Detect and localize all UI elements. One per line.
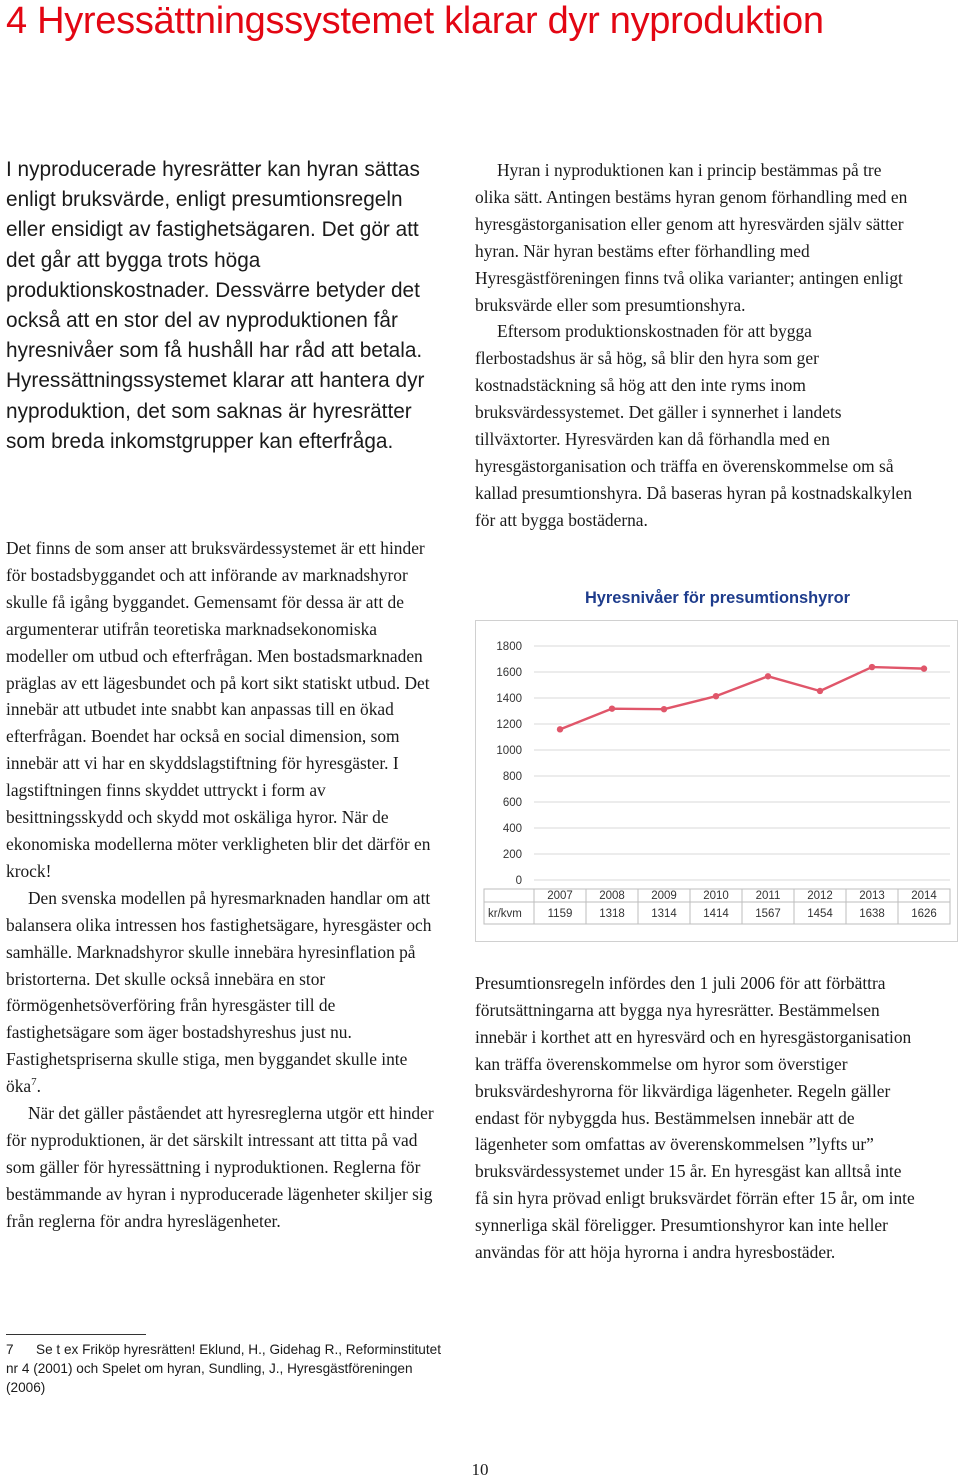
y-tick-label: 400 (502, 823, 522, 835)
chart-canvas (476, 621, 959, 943)
data-table-value: 1454 (807, 908, 833, 920)
y-tick-label: 0 (515, 875, 522, 887)
chart-title: Hyresnivåer för presumtionshyror (584, 589, 851, 607)
data-point (557, 726, 563, 732)
y-tick-label: 600 (502, 797, 522, 809)
x-category-label: 2010 (703, 890, 729, 902)
data-table-value: 1318 (599, 908, 625, 920)
data-table-row-label: kr/kvm (488, 908, 522, 920)
y-tick-label: 200 (502, 849, 522, 861)
x-category-label: 2008 (599, 890, 625, 902)
rent-level-chart (475, 620, 958, 942)
left-column-body (6, 535, 440, 1235)
chapter-heading: 4 Hyressättningssystemet klarar dyr nyproduktion (6, 0, 824, 42)
body-paragraph: Den svenska modellen på hyresmarknaden handlar om att balansera olika intressen hos fastighetsägare, hyresgäster och samhälle. Marknadshyror skulle innebära hyresinflation på bristorterna. Det skulle också innebära en stor förmögenhetsöverföring från hyresgäster till de fastighetsägare som äger bostadshyreshus just nu. Fastighetspriserna skulle stiga, men byggandet skulle inte öka$^7$. (6, 887, 432, 1097)
x-category-label: 2009 (651, 890, 677, 902)
x-category-label: 2011 (755, 890, 781, 902)
body-paragraph: Det finns de som anser att bruksvärdessystemet är ett hinder för bostadsbyggandet och att införande av marknadshyror skulle få igång byggandet. Gemensamt för dessa är att de argumenterar utifrån teoretiska marknadsekonomiska modeller om utbud och efterfrågan. Men bostadsmarknaden präglas av ett lägesbundet och på kort sikt statiskt utbud. Det innebär att utbudet inte snabbt kan anpassas till en ökad efterfrågan. Boendet har också en social dimension, som innebär att vi har en skyddslagstiftning för hyresgäster. I lagstiftningen finns skyddet uttryckt i form av besittningsskydd och skydd mot oskäliga hyror. När de ekonomiska modellerna möter verkligheten blir det därför en krock! (6, 538, 431, 881)
data-table-value: 1314 (651, 908, 677, 920)
footnote-number: 7 (6, 1342, 14, 1357)
data-table-value: 1567 (755, 908, 781, 920)
page-number: 10 (471, 1460, 489, 1479)
data-point (869, 664, 875, 670)
footnote-divider (6, 1334, 146, 1335)
footnote (6, 1340, 446, 1397)
lead-paragraph: I nyproducerade hyresrätter kan hyran sättas enligt bruksvärde, enligt presumtionsregeln eller ensidigt av fastighetsägaren. Det gör att det går att bygga trots höga produktionskostnader. Dessvärre betyder det också att en stor del av nyproduktionen får hyresnivåer som få hushåll har råd att betala. Hyressättningssystemet klarar att hantera dyr nyproduktion, det som saknas är hyresrätter som breda inkomstgrupper kan efterfråga. (6, 158, 425, 453)
x-category-label: 2014 (911, 890, 937, 902)
y-tick-label: 1600 (496, 667, 522, 679)
y-tick-label: 800 (502, 771, 522, 783)
data-point (713, 693, 719, 699)
right-column-body-top (475, 157, 915, 534)
data-table-value: 1638 (859, 908, 885, 920)
body-paragraph: Hyran i nyproduktionen kan i princip bestämmas på tre olika sätt. Antingen bestäms hyran genom förhandling med en hyresgästorganisation eller genom att hyresvärden själv sätter hyran. När hyran bestäms efter förhandling med Hyresgästföreningen finns två olika varianter; antingen enligt bruksvärde eller som presumtionshyra. (475, 160, 908, 315)
x-category-label: 2013 (859, 890, 885, 902)
x-category-label: 2007 (547, 890, 573, 902)
data-point (609, 705, 615, 711)
y-tick-label: 1800 (496, 641, 522, 653)
data-table-value: 1414 (703, 908, 729, 920)
data-table-value: 1159 (547, 908, 573, 920)
body-paragraph: Presumtionsregeln infördes den 1 juli 2006 för att förbättra förutsättningarna att bygga nya hyresrätter. Bestämmelsen innebär i korthet att en hyresvärd och en hyresgästorganisation kan träffa överenskommelse om hyror som överstiger bruksvärdeshyrorna för likvärdiga lägenheter. Regeln gäller endast för nybyggda hus. Bestämmelsen innebär att de lägenheter som omfattas av överenskommelsen ”lyfts ur” bruksvärdessystemet under 15 år. En hyresgäst kan alltså inte få sin hyra prövad enligt bruksvärdet förrän efter 15 år, om inte synnerliga skäl föreligger. Presumtionshyror kan inte heller användas för att höja hyrorna i andra hyresbostäder. (475, 973, 915, 1263)
right-column-body-bottom (475, 970, 915, 1266)
footnote-text: Se t ex Friköp hyresrätten! Eklund, H., Gidehag R., Reforminstitutet nr 4 (2001) och Spelet om hyran, Sundling, J., Hyresgästföreningen (2006) (6, 1342, 441, 1395)
y-tick-label: 1400 (496, 693, 522, 705)
data-point (817, 688, 823, 694)
data-point (661, 706, 667, 712)
body-paragraph: När det gäller påståendet att hyresreglerna utgör ett hinder för nyproduktionen, är det särskilt intressant att titta på vad som gäller för hyressättning i nyproduktionen. Reglerna för bestämmande av hyran i nyproducerade lägenheter skiljer sig från reglerna för andra hyreslägenheter. (6, 1103, 434, 1231)
y-tick-label: 1200 (496, 719, 522, 731)
body-paragraph: Eftersom produktionskostnaden för att bygga flerbostadshus är så hög, så blir den hyra som ger kostnadstäckning så hög att den inte ryms inom bruksvärdessystemet. Det gäller i synnerhet i landets tillväxtorter. Hyresvärden kan då förhandla med en hyresgästorganisation och träffa en överenskommelse om så kallad presumtionshyra. Då baseras hyran på kostnadskalkylen för att bygga bostäderna. (475, 321, 913, 530)
data-point (921, 665, 927, 671)
data-table-value: 1626 (911, 908, 937, 920)
data-point (765, 673, 771, 679)
y-tick-label: 1000 (496, 745, 522, 757)
x-category-label: 2012 (807, 890, 833, 902)
footnote-reference: 7 (31, 1076, 37, 1089)
body-paragraph-text: Den svenska modellen på hyresmarknaden handlar om att balansera olika intressen hos fastighetsägare, hyresgäster och samhälle. Marknadshyror skulle innebära hyresinflation på bristorterna. Det skulle också innebära en stor förmögenhetsöverföring från hyresgäster till de fastighetsägare som äger bostadshyreshus just nu. Fastighetspriserna skulle stiga, men byggandet skulle inte öka (6, 887, 432, 1097)
